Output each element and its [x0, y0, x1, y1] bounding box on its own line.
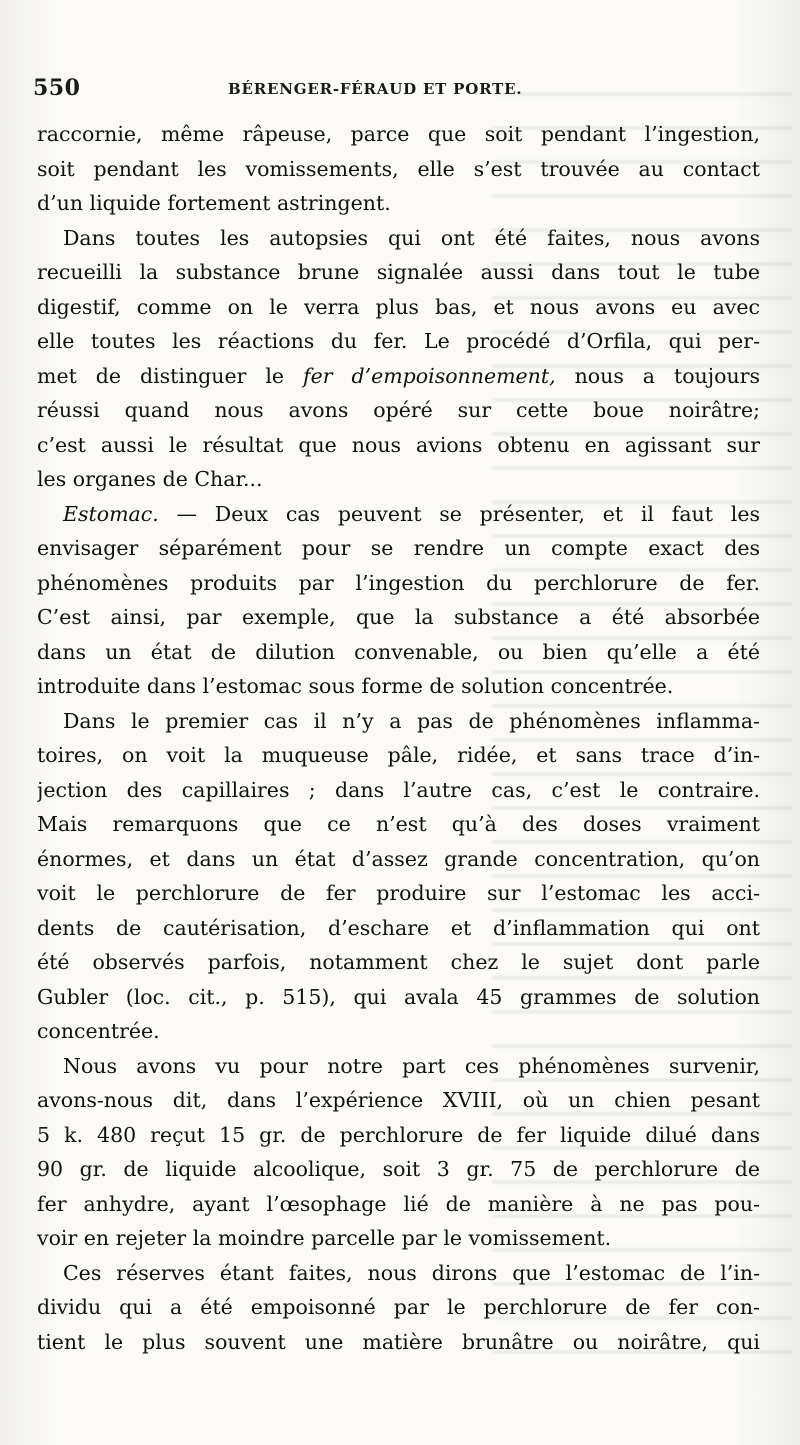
text-line: Dans toutes les autopsies qui ont été faites, nous avons — [63, 225, 760, 250]
text-line: avons-nous dit, dans l’expérience XVIII, où un chien pesant — [37, 1088, 760, 1112]
text-line: toires, on voit la muqueuse pâle, ridée, et sans trace d’in- — [37, 743, 760, 767]
text-line: 90 gr. de liquide alcoolique, soit 3 gr. 75 de perchlorure de — [37, 1157, 760, 1181]
text-line: raccornie, même râpeuse, parce que soit pendant l’ingestion, — [37, 122, 760, 146]
text-line: c’est aussi le résultat que nous avions obtenu en agissant sur — [37, 432, 760, 457]
page-header — [33, 75, 773, 107]
text-line-mixed — [37, 497, 760, 532]
text-line: Gubler (loc. cit., p. 515), qui avala 45 grammes de solution — [37, 984, 760, 1009]
text-run: nous a toujours — [574, 363, 760, 388]
text-line: fer anhydre, ayant l’œsophage lié de manière à ne pas pou- — [37, 1191, 760, 1216]
text-line: introduite dans l’estomac sous forme de solution concentrée. — [37, 674, 674, 698]
text-line: Mais remarquons que ce n’est qu’à des doses vraiment — [37, 812, 760, 836]
text-line: Dans le premier cas il n’y a pas de phénomènes inflamma- — [63, 708, 760, 733]
text-line: tient le plus souvent une matière brunâtre ou noirâtre, qui — [37, 1329, 760, 1354]
text-line: voit le perchlorure de fer produire sur l’estomac les acci- — [37, 881, 760, 905]
text-line: envisager séparément pour se rendre un compte exact des — [37, 536, 760, 560]
text-line: jection des capillaires ; dans l’autre cas, c’est le contraire. — [37, 777, 760, 802]
text-line: soit pendant les vomissements, elle s’est trouvée au contact — [37, 156, 760, 181]
text-line: dividu qui a été empoisonné par le perchlorure de fer con- — [37, 1295, 760, 1319]
text-line: digestif, comme on le verra plus bas, et nous avons eu avec — [37, 294, 760, 319]
text-line: voir en rejeter la moindre parcelle par le vomissement. — [37, 1226, 612, 1250]
text-run: met de distinguer le — [37, 363, 285, 388]
page-number: 550 — [33, 75, 81, 101]
text-line: 5 k. 480 reçut 15 gr. de perchlorure de fer liquide dilué dans — [37, 1122, 760, 1147]
text-line: phénomènes produits par l’ingestion du perchlorure de fer. — [37, 570, 760, 595]
text-line: énormes, et dans un état d’assez grande concentration, qu’on — [37, 846, 760, 871]
text-line: dans un état de dilution convenable, ou bien qu’elle a été — [37, 639, 760, 664]
text-line: concentrée. — [37, 1019, 160, 1043]
text-line: C’est ainsi, par exemple, que la substance a été absorbée — [37, 605, 760, 629]
text-line: recueilli la substance brune signalée aussi dans tout le tube — [37, 260, 760, 284]
italic-term: fer d’empoisonnement, — [303, 363, 556, 388]
text-line: dents de cautérisation, d’eschare et d’inflammation qui ont — [37, 915, 760, 940]
text-line: réussi quand nous avons opéré sur cette boue noirâtre; — [37, 398, 760, 422]
text-line: été observés parfois, notamment chez le sujet dont parle — [37, 950, 760, 974]
text-line: Ces réserves étant faites, nous dirons que l’estomac de l’in- — [63, 1260, 760, 1285]
section-heading: Estomac. — [63, 501, 159, 526]
body-text — [37, 117, 760, 1359]
text-line: d’un liquide fortement astringent. — [37, 191, 391, 215]
running-title: BÉRENGER-FÉRAUD ET PORTE. — [228, 80, 523, 98]
text-line: les organes de Char... — [37, 467, 263, 491]
text-run: — Deux cas peuvent se présenter, et il faut les — [176, 501, 760, 526]
text-line: elle toutes les réactions du fer. Le procédé d’Orfila, qui per- — [37, 329, 760, 353]
text-line: Nous avons vu pour notre part ces phénomènes survenir, — [63, 1053, 760, 1078]
text-line-mixed — [37, 359, 760, 394]
